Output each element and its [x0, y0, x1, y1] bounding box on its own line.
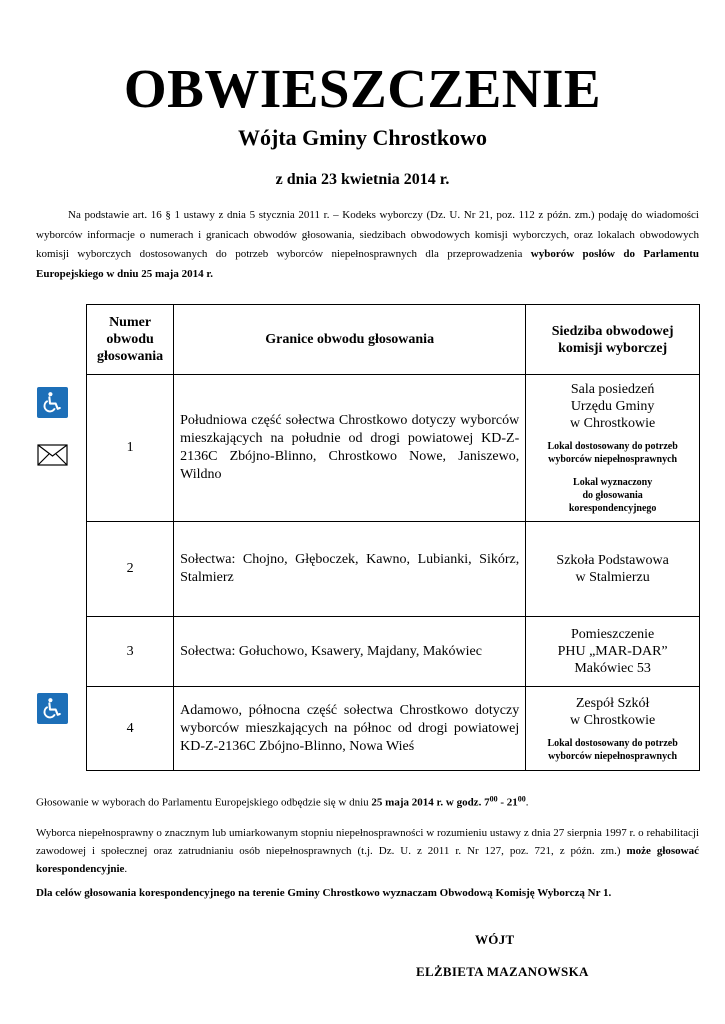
header-bounds: Granice obwodu głosowania	[174, 305, 526, 375]
polling-districts-table	[86, 304, 700, 771]
document-date: z dnia 23 kwietnia 2014 r.	[275, 171, 450, 188]
commission-paragraph: Dla celów głosowania korespondencyjnego na terenie Gminy Chrostkowo wyznaczam Obwodową Komisję Wyborczą Nr 1.	[36, 887, 612, 899]
table-row	[87, 617, 700, 687]
document-subtitle: Wójta Gminy Chrostkowo	[238, 125, 487, 150]
row-seat: Sala posiedzeń Urzędu Gminy w Chrostkowie Lokal dostosowany do potrzeb wyborców niepełnosprawnych Lokal wyznaczony do głosowania korespondencyjnego	[526, 375, 700, 522]
wheelchair-icon	[37, 387, 68, 418]
intro-paragraph	[36, 206, 699, 284]
row-seat: Szkoła Podstawowa w Stalmierzu	[526, 522, 700, 617]
header-seat: Siedziba obwodowej komisji wyborczej	[526, 305, 700, 375]
table-row	[87, 687, 700, 771]
row-number: 2	[87, 522, 174, 617]
table-header-row	[87, 305, 700, 375]
signature-name: ELŻBIETA MAZANOWSKA	[416, 964, 589, 979]
envelope-icon	[37, 444, 68, 466]
row-number: 1	[87, 375, 174, 522]
signature-role: WÓJT	[475, 932, 515, 947]
row-bounds: Południowa część sołectwa Chrostkowo dotyczy wyborców mieszkających na południe od drogi powiatowej KD-Z-2136C Zbójno-Blinno, Chrostkowo Nowe, Janiszewo, Wildno	[174, 375, 526, 522]
row-seat: Pomieszczenie PHU „MAR-DAR” Makówiec 53	[526, 617, 700, 687]
row-bounds: Adamowo, północna część sołectwa Chrostkowo dotyczy wyborców mieszkających na północ od drogi powiatowej KD-Z-2136C Zbójno-Blinno, Nowa Wieś	[174, 687, 526, 771]
disabled-voter-paragraph: Wyborca niepełnosprawny o znacznym lub umiarkowanym stopniu niepełnosprawności w rozumieniu ustawy z dnia 27 sierpnia 1997 r. o rehabilitacji zawodowej i społecznej oraz zatrudnianiu osób niepełnosprawnych (t.j. Dz. U. z 2011 r. Nr 127, poz. 721, z późn. zm.) może głosować korespondencyjnie.	[36, 827, 700, 875]
row-number: 3	[87, 617, 174, 687]
mail-voting-note: Lokal wyznaczony	[573, 477, 653, 488]
row-bounds: Sołectwa: Gołuchowo, Ksawery, Majdany, Makówiec	[174, 617, 526, 687]
accessible-note: Lokal dostosowany do potrzeb	[547, 441, 678, 452]
accessible-note: Lokal dostosowany do potrzeb	[547, 737, 678, 749]
intro-bold-text: wyborów posłów do Parlamentu Europejskiego w dniu 25 maja 2014 r.	[36, 248, 699, 280]
table-row	[87, 375, 700, 522]
table-row	[87, 522, 700, 617]
document-title: OBWIESZCZENIE	[123, 58, 602, 119]
row-bounds: Sołectwa: Chojno, Głęboczek, Kawno, Lubianki, Sikórz, Stalmierz	[174, 522, 526, 617]
wheelchair-icon	[37, 693, 68, 724]
voting-date-paragraph: Głosowanie w wyborach do Parlamentu Europejskiego odbędzie się w dniu 25 maja 2014 r. w godz. $7^{00} - 21^{00}$.	[36, 794, 529, 809]
intro-text: Na podstawie art. 16 § 1 ustawy z dnia 5 stycznia 2011 r. – Kodeks wyborczy (Dz. U. Nr 21, poz. 112 z późn. zm.) podaję do wiadomości wyborców informacje o numerach i granicach obwodów głosowania, siedzibach obwodowych komisji wyborczych, oraz lokalach obwodowych komisji wyborczych dostosowanych do potrzeb wyborców niepełnosprawnych dla przeprowadzenia	[36, 209, 699, 260]
row-number: 4	[87, 687, 174, 771]
row-seat: Zespół Szkół w Chrostkowie Lokal dostosowany do potrzeb wyborców niepełnosprawnych	[526, 687, 700, 771]
header-number: Numer obwodu głosowania	[87, 305, 174, 375]
